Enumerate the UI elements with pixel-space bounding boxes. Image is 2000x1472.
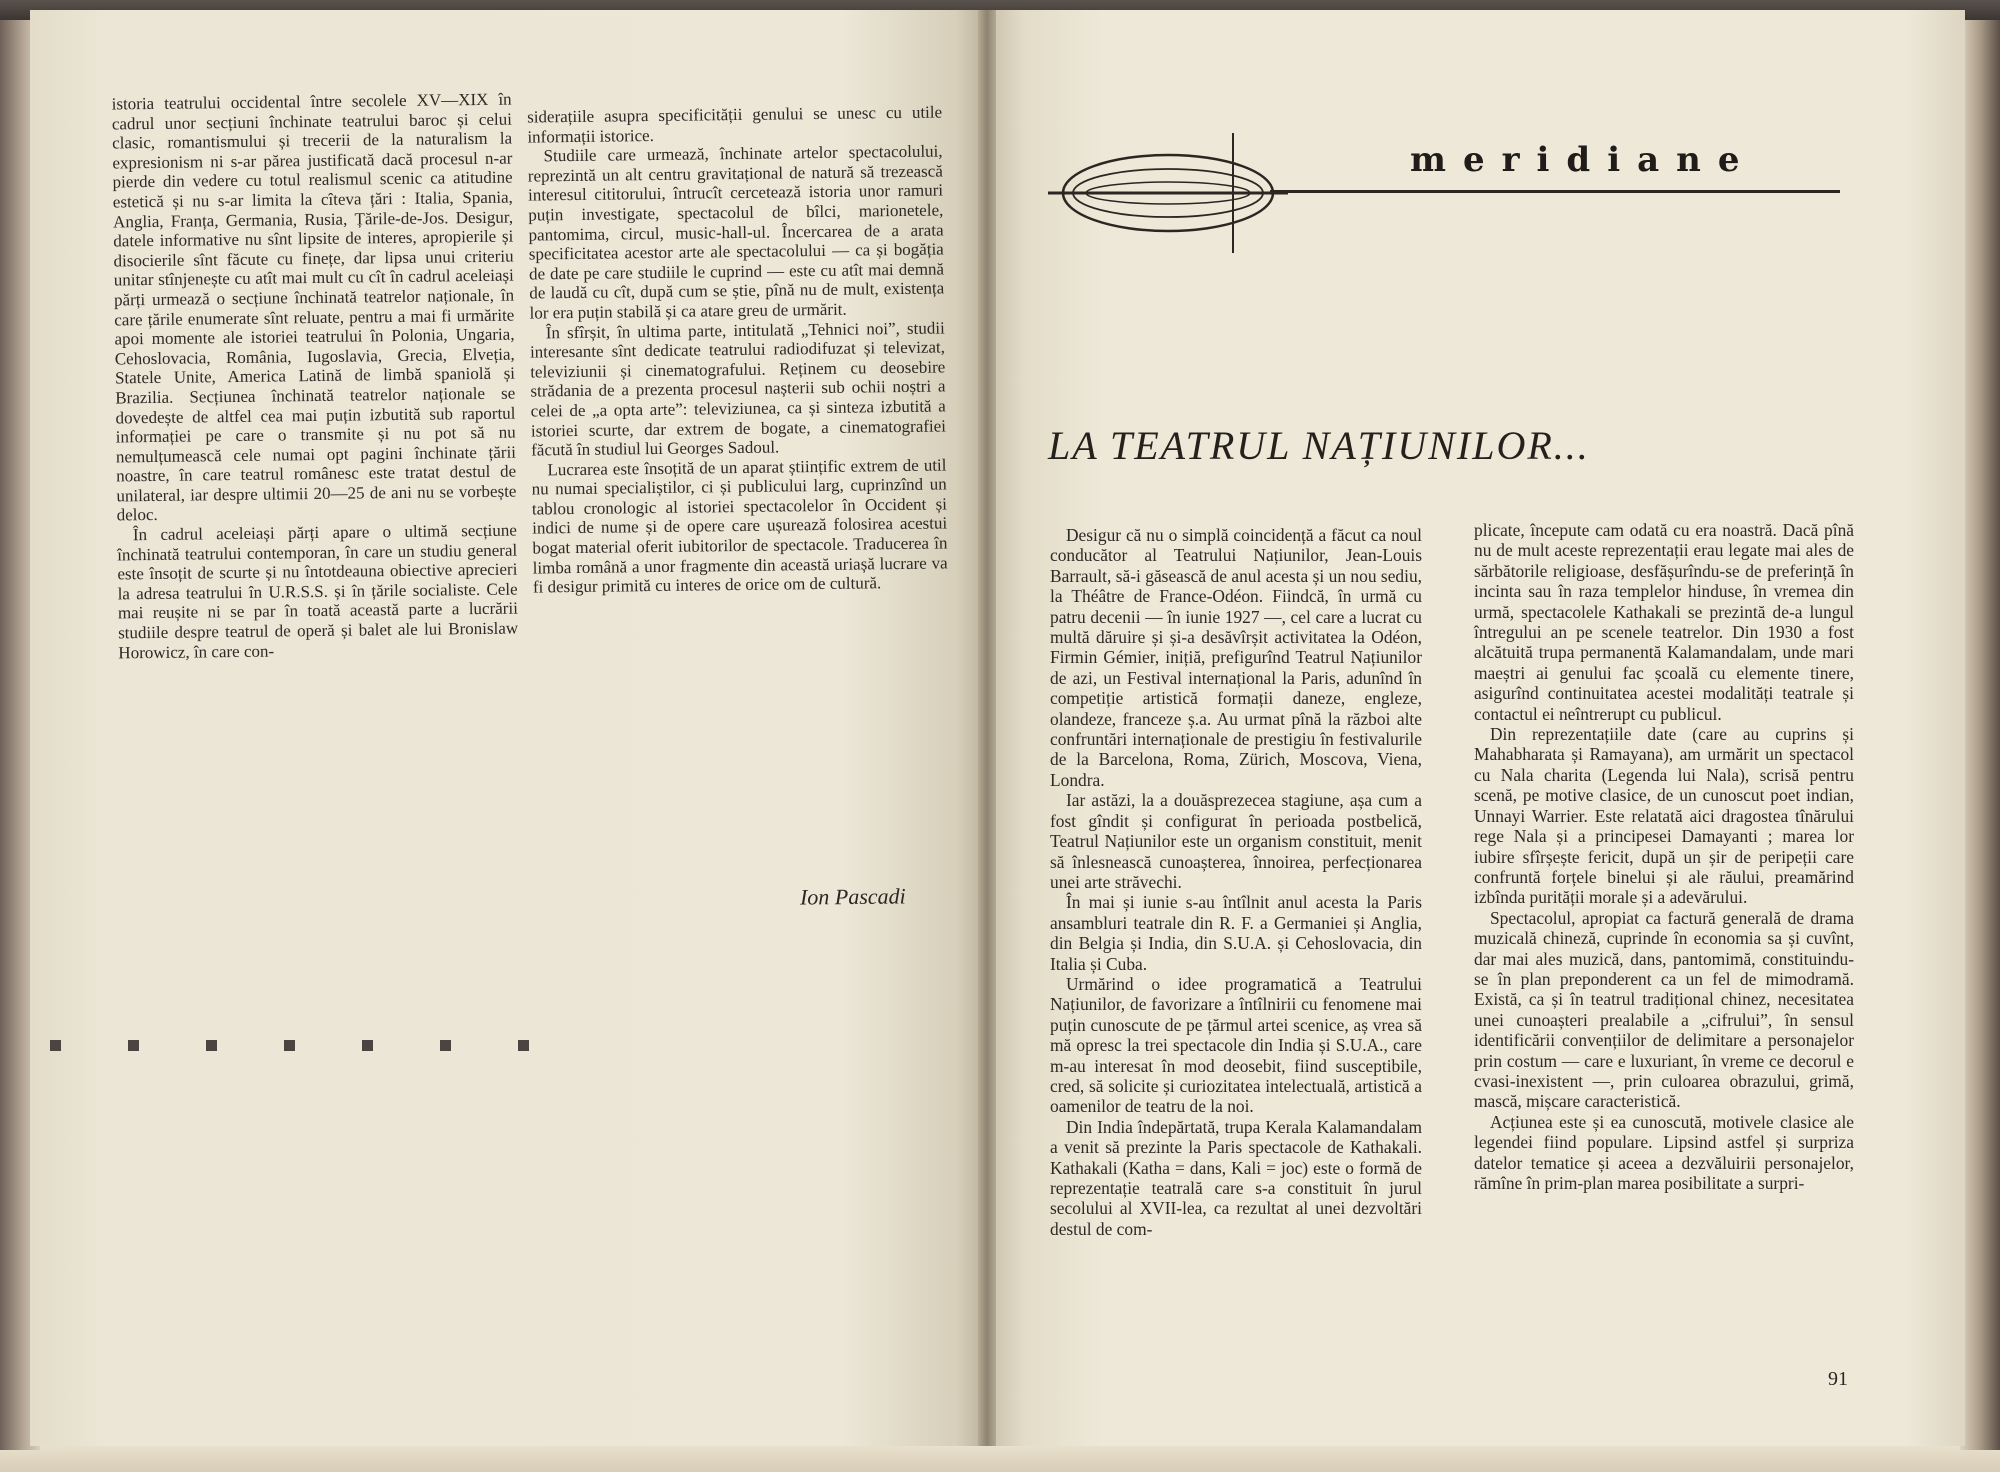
square-dot-icon [518,1040,529,1051]
paragraph: Studiile care urmează, închinate artelor spectacolului, reprezintă un alt centru gravitațional de natură să trezească interesul cititorului, întrucît cercetează istoria unor ramuri puțin investigate, spectacolul de bîlci, marionetele, pantomima, circul, music-hall-ul. Încercarea de a arata specificitatea acestor arte ale spectacolului — ca și bogăția de date pe care studiile le cuprind — este cu atît mai demnă de laudă cu cît, după cum se știe, pînă nu de mult, existența lor era puțin stabilă și ca atare greu de urmărit. [527,141,945,323]
right-page-column-2 [1474,520,1854,1193]
paragraph: Iar astăzi, la a douăsprezecea stagiune, așa cum a fost gîndit și configurat în perioada postbelică, Teatrul Națiunilor este un organism constituit, menit să înlesnească cunoașterea, înnoirea, perfecționarea unei arte străvechi. [1050,790,1422,892]
square-dot-icon [128,1040,139,1051]
right-page-column-1 [1050,525,1422,1239]
book-gutter [978,10,996,1446]
paragraph: Spectacolul, apropiat ca factură generală de drama muzicală chineză, cuprinde în economia sa și cuvînt, dar mai ales muzică, dans, pantomimă, constituindu-se în plan preponderent ca un fel de mimodramă. Există, ca și în teatrul tradițional chinez, necesitatea unei cunoașteri prealabile a „cifrului”, în sensul identificării convențiilor de delimitare a personajelor prin costum — care e luxuriant, în vreme ce decorul e cvasi-inexistent —, prin culoarea obrazului, grimă, mască, mișcare caracteristică. [1474,907,1854,1112]
paragraph: istoria teatrului occidental între secolele XV—XIX în cadrul unor secțiuni închinate teatrului baroc și celui clasic, romantismului și trecerii de la naturalism la expresionism ni s-ar părea justificată dacă procesul n-ar pierde din vedere cu totul realismul scenic ca atitudine estetică și nu s-ar limita la cîteva țări : Italia, Spania, Anglia, Franța, Germania, Rusia, Țările-de-Jos. Desigur, datele informative nu sînt lipsite de interes, apropierile și disocierile sînt făcute cu finețe, dar lipsa unui criteriu unitar stînjenește cu atît mai mult cu cît în cadrul aceleiași părți urmează o secțiune închinată teatrelor naționale, în care țările enumerate sînt reluate, pentru a mai fi urmărite apoi momente ale istoriei teatrului în Polonia, Ungaria, Cehoslovacia, România, Iugoslavia, Grecia, Elveția, Statele Unite, America Latină de limbă spaniolă și Brazilia. Secțiunea închinată teatrelor naționale se dovedește de altfel cea mai puțin izbutită sub raportul informației pe care o transmite și nu pot să nu nemulțumească cele numai opt pagini închinate țării noastre, în care teatrul românesc este tratat destul de unilateral, iar despre ultimii 20—25 de ani nu se vorbește deloc. [111,89,517,525]
paragraph: Desigur că nu o simplă coincidență a făcut ca noul conducător al Teatrului Națiunilor, Jean-Louis Barrault, să-i găsească de anul acesta și un nou sediu, la Théâtre de France-Odéon. Fiindcă, în urmă cu patru decenii — în iunie 1927 —, cel care a lucrat cu multă dăruire și și-a desăvîrșit activitatea la Odéon, Firmin Gémier, inițiă, prefigurînd Teatrul Națiunilor de azi, un Festival internațional la Paris, adunînd în competiție artistică formații daneze, engleze, olandeze, franceze ș.a. Au urmat pînă la război alte confruntări internaționale de prestigiu în festivalurile de la Barcelona, Roma, Zürich, Moscova, Viena, Londra. [1050,525,1422,790]
paragraph: În sfîrșit, în ultima parte, intitulată „Tehnici noi”, studii interesante sînt dedicate teatrului radiodifuzat și televizat, televiziunii și cinematografului. Reținem cu deosebire strădania de a prezenta procesul nașterii sub ochii noștri a celei de „a opta arte”: televiziunea, ca și sinteza izbutită a istoriei scurte, dar extrem de bogate, a cinematografiei făcută în studiul lui Georges Sadoul. [529,317,947,460]
paragraph: Din India îndepărtată, trupa Kerala Kalamandalam a venit să prezinte la Paris spectacole de Kathakali. Kathakali (Katha = dans, Kali = joc) este o formă de reprezentație teatrală care s-a constituit în jurul secolului al XVII-lea, ca rezultat al unei dezvoltări destul de com- [1050,1116,1422,1239]
paragraph: plicate, începute cam odată cu era noastră. Dacă pînă nu de mult aceste reprezentații erau legate mai ales de sărbătorile religioase, desfășurîndu-se de preferință în incinta sau în raza templelor hinduse, în vremea din urmă, spectacolele Kathakali se prezintă de-a lungul întregului an pe scenele teatrelor. Din 1930 a fost alcătuită trupa permanentă Kalamandalam, unde mari maeștri ai genului fac școală cu elemente tinere, asigurînd continuitatea acestei modalități teatrale și contactul ei neîntrerupt cu publicul. [1474,520,1854,724]
square-dot-icon [362,1040,373,1051]
paragraph: În cadrul aceleiași părți apare o ultimă secțiune închinată teatrului contemporan, în care un studiu general este însoțit de scurte și nu întotdeauna obiective aprecieri la adresa teatrului în U.R.S.S. și în țările socialiste. Cele mai reușite ni se par în toată această parte a lucrării studiile despre teatrul de operă și balet ale lui Bronislaw Horowicz, în care con- [117,520,519,663]
page-number: 91 [1828,1368,1848,1390]
paragraph: Acțiunea este și ea cunoscută, motivele clasice ale legendei fiind populare. Lipsind astfel și surpriza datelor tematice și aceea a dezvăluirii personajelor, rămîne în prim-plan marea posibilitate a surpri- [1474,1111,1854,1193]
article-title: LA TEATRUL NAȚIUNILOR... [1048,423,1590,468]
decorative-dot-row [50,1040,530,1060]
square-dot-icon [284,1040,295,1051]
paragraph: În mai și iunie s-au întîlnit anul acesta la Paris ansambluri teatrale din R. F. a Germaniei și Anglia, din Belgia și India, din S.U.A. și Cehoslovacia, din Italia și Cuba. [1050,892,1422,974]
author-signature: Ion Pascadi [799,883,906,910]
section-name: meridiane [1410,140,1757,180]
paragraph: siderațiile asupra specificității genului se unesc cu utile informații istorice. [527,102,943,147]
paragraph: Urmărind o idee programatică a Teatrului Națiunilor, de favorizare a întîlnirii cu fenomene mai puțin cunoscute de pe țărmul artei scenice, aș vrea să mă opresc la trei spectacole din India și S.U.A., care m-au interesat în mod deosebit, fiind susceptibile, cred, să solicite și curiozitatea intelectuală, artistică a oamenilor de teatru de la noi. [1050,973,1422,1117]
paragraph: Din reprezentațiile date (care au cuprins și Mahabharata și Ramayana), am urmărit un spectacol cu Nala charita (Legenda lui Nala), scrisă pentru scenă, pe motive clasice, de un cunoscut poet indian, Unnayi Warrier. Este relatată aici dragostea tînărului rege Nala și a principesei Damayanti ; marea lor iubire sfîrșește fericit, după un șir de peripeții care confruntă forțele binelui și ale răului, preamărind izbînda purității morale și a adevărului. [1474,724,1854,908]
square-dot-icon [206,1040,217,1051]
square-dot-icon [50,1040,61,1051]
paragraph: Lucrarea este însoțită de un aparat științific extrem de util nu numai specialiștilor, ci și publicului larg, cuprinzînd un tablou cronologic al istoriei spectacolelor în Occident și indici de nume și de opere care ușurează folosirea acestui bogat material oferit iubitorilor de spectacole. Traducerea în limba română a unor fragmente din această uriașă lucrare va fi desigur primită cu interes de orice om de cultură. [531,455,948,597]
left-page-column-2 [527,102,948,597]
book-cover-right [1960,20,2000,1450]
left-page-column-1 [112,90,519,663]
meridian-globe-icon [1048,128,1288,258]
square-dot-icon [440,1040,451,1051]
section-header-rule [1270,190,1840,193]
